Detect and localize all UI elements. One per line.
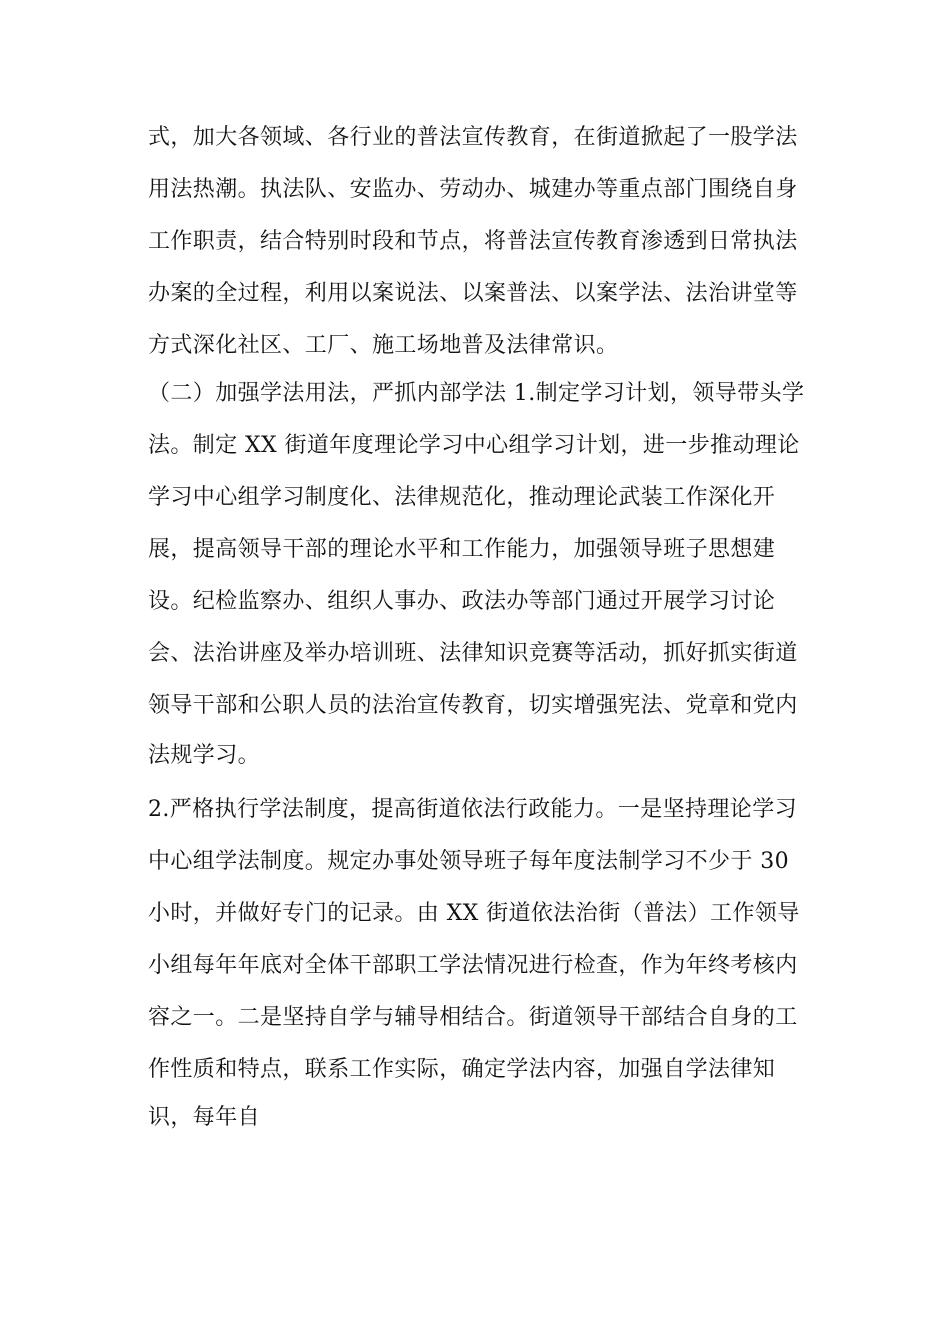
text-line: 工作职责，结合特别时段和节点，将普法宣传教育渗透到日常执法 [148,229,798,254]
text-line: 方式深化社区、工厂、施工场地普及法律常识。 [148,333,619,358]
text-line: 识，每年自 [148,1105,261,1130]
text-line: 设。纪检监察办、组织人事办、政法办等部门通过开展学习讨论 [148,589,776,614]
text-line: 容之一。二是坚持自学与辅导相结合。街道领导干部结合自身的工 [148,1005,798,1030]
text-line: 2.严格执行学法制度，提高街道依法行政能力。一是坚持理论学习 [148,797,797,822]
text-line: 展，提高领导干部的理论水平和工作能力，加强领导班子思想建 [148,537,776,562]
text-line: 法规学习。 [148,743,261,768]
text-line: 学习中心组学习制度化、法律规范化，推动理论武装工作深化开 [148,485,776,510]
section-heading-line: （二）加强学法用法，严抓内部学法 1.制定学习计划，领导带头学 [148,381,805,406]
text-line: 领导干部和公职人员的法治宣传教育，切实增强宪法、党章和党内 [148,693,798,718]
text-line: 法。制定 XX 街道年度理论学习中心组学习计划，进一步推动理论 [148,433,800,458]
text-line: 会、法治讲座及举办培训班、法律知识竞赛等活动，抓好抓实街道 [148,641,798,666]
text-line: 用法热潮。执法队、安监办、劳动办、城建办等重点部门围绕自身 [148,177,798,202]
text-line: 中心组学法制度。规定办事处领导班子每年度法制学习不少于 30 [148,849,789,874]
text-line: 小时，并做好专门的记录。由 XX 街道依法治街（普法）工作领导 [148,901,800,926]
text-line: 办案的全过程，利用以案说法、以案普法、以案学法、法治讲堂等 [148,281,798,306]
text-line: 式，加大各领域、各行业的普法宣传教育，在街道掀起了一股学法 [148,125,798,150]
text-line: 作性质和特点，联系工作实际，确定学法内容，加强自学法律知 [148,1057,776,1082]
text-line: 小组每年年底对全体干部职工学法情况进行检查，作为年终考核内 [148,953,798,978]
